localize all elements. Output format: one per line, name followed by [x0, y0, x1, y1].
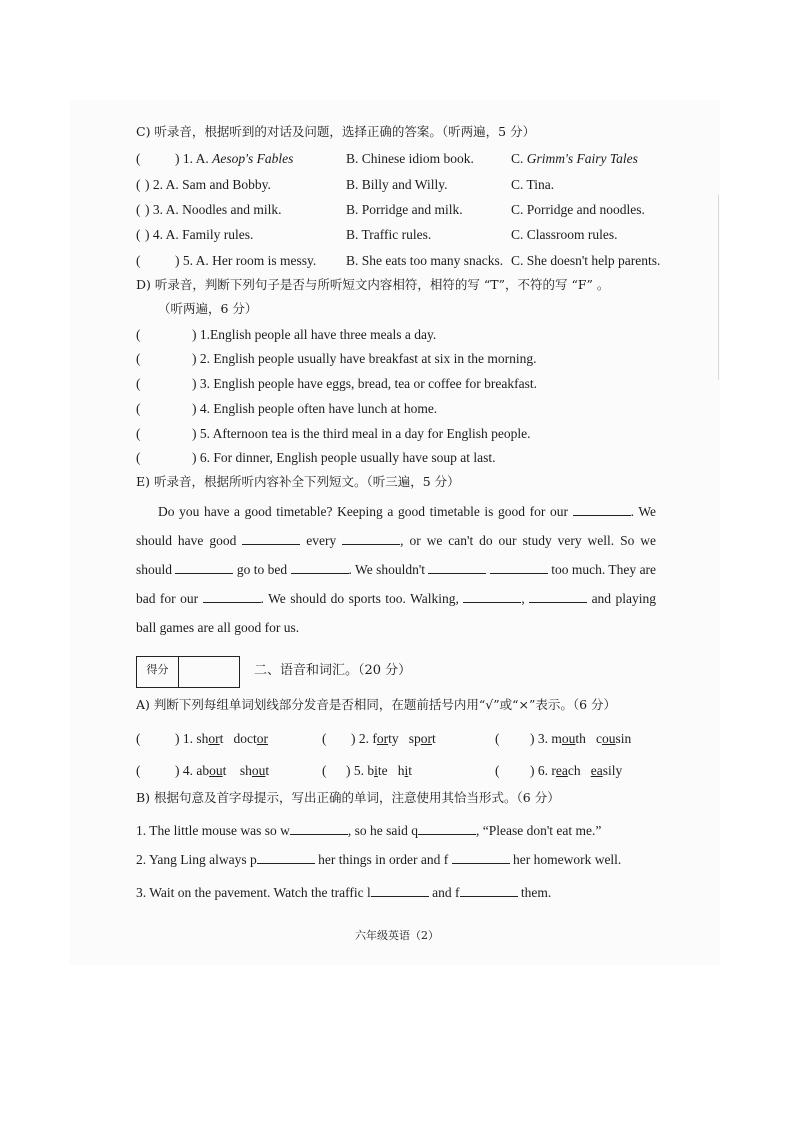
page-edge-line [718, 195, 719, 380]
answer-blank[interactable] [463, 590, 521, 603]
option-c-text: Grimm's Fairy Tales [526, 151, 638, 166]
section-d-statement-1: ( ) 1.English people all have three meals a day. [136, 327, 437, 342]
answer-blank[interactable] [529, 590, 587, 603]
answer-blank[interactable] [257, 851, 315, 864]
answer-blank[interactable] [490, 561, 548, 574]
section-d-statement-4: ( ) 4. English people often have lunch at home. [136, 401, 438, 416]
phonics-item-2: ) 2. forty sport [351, 731, 436, 746]
page-footer: 六年级英语（2） [355, 929, 439, 942]
score-label: 得分 [137, 657, 179, 687]
answer-blank[interactable] [291, 561, 349, 574]
part-2-title: 二、语音和词汇。（20 分） [254, 663, 412, 678]
answer-blank[interactable] [203, 590, 261, 603]
answer-blank[interactable] [342, 532, 400, 545]
section-e-instruction: E) 听录音，根据所听内容补全下列短文。（听三遍，5 分） [136, 474, 460, 489]
word-fill-sentence-2: 2. Yang Ling always p her things in order and f her homework well. [136, 852, 622, 867]
section-d-statement-5: ( ) 5. Afternoon tea is the third meal in a day for English people. [136, 426, 531, 441]
score-box [136, 656, 240, 688]
phonics-item-6: ) 6. reach easily [530, 763, 623, 778]
phonics-item-5: ) 5. bite hit [346, 763, 413, 778]
section-d-statement-6: ( ) 6. For dinner, English people usually have soup at last. [136, 450, 496, 465]
answer-blank[interactable] [371, 884, 429, 897]
section-c-instruction: C) 听录音，根据听到的对话及问题，选择正确的答案。（听两遍，5 分） [136, 124, 536, 139]
score-value-field[interactable] [179, 657, 239, 687]
part-2a-instruction: A) 判断下列每组单词划线部分发音是否相同，在题前括号内用“√”或“×”表示。（6 分） [136, 697, 617, 712]
section-d-instruction: D) 听录音，判断下列句子是否与所听短文内容相符，相符的写 “T”，不符的写 “F” 。 [136, 277, 610, 292]
section-d-statement-3: ( ) 3. English people have eggs, bread, tea or coffee for breakfast. [136, 376, 537, 391]
word-fill-sentence-1: 1. The little mouse was so w , so he said q , “Please don't eat me.” [136, 823, 602, 838]
part-2b-instruction: B) 根据句意及首字母提示，写出正确的单词，注意使用其恰当形式。（6 分） [136, 790, 560, 805]
answer-blank[interactable] [460, 884, 518, 897]
word-fill-sentence-3: 3. Wait on the pavement. Watch the traffic l and f them. [136, 885, 552, 900]
section-e-passage: Do you have a good timetable? Keeping a good timetable is good for our . We should have good every , or we can't do our study very well. So we should go to bed . We shouldn't too much. They are bad for our . We should do sports too. Walking, , and playing ball games are all good for us. [136, 504, 657, 635]
phonics-item-3: ) 3. mouth cousin [530, 731, 632, 746]
section-d-instruction-2: （听两遍，6 分） [158, 301, 258, 316]
answer-blank[interactable] [242, 532, 300, 545]
phonics-item-4: ) 4. about shout [175, 763, 270, 778]
phonics-item-1: ) 1. short doctor [175, 731, 269, 746]
section-d-statement-2: ( ) 2. English people usually have breakfast at six in the morning. [136, 351, 537, 366]
answer-blank[interactable] [290, 822, 348, 835]
answer-blank[interactable] [452, 851, 510, 864]
answer-blank[interactable] [418, 822, 476, 835]
answer-blank[interactable] [175, 561, 233, 574]
answer-blank[interactable] [428, 561, 486, 574]
answer-blank[interactable] [573, 503, 631, 516]
